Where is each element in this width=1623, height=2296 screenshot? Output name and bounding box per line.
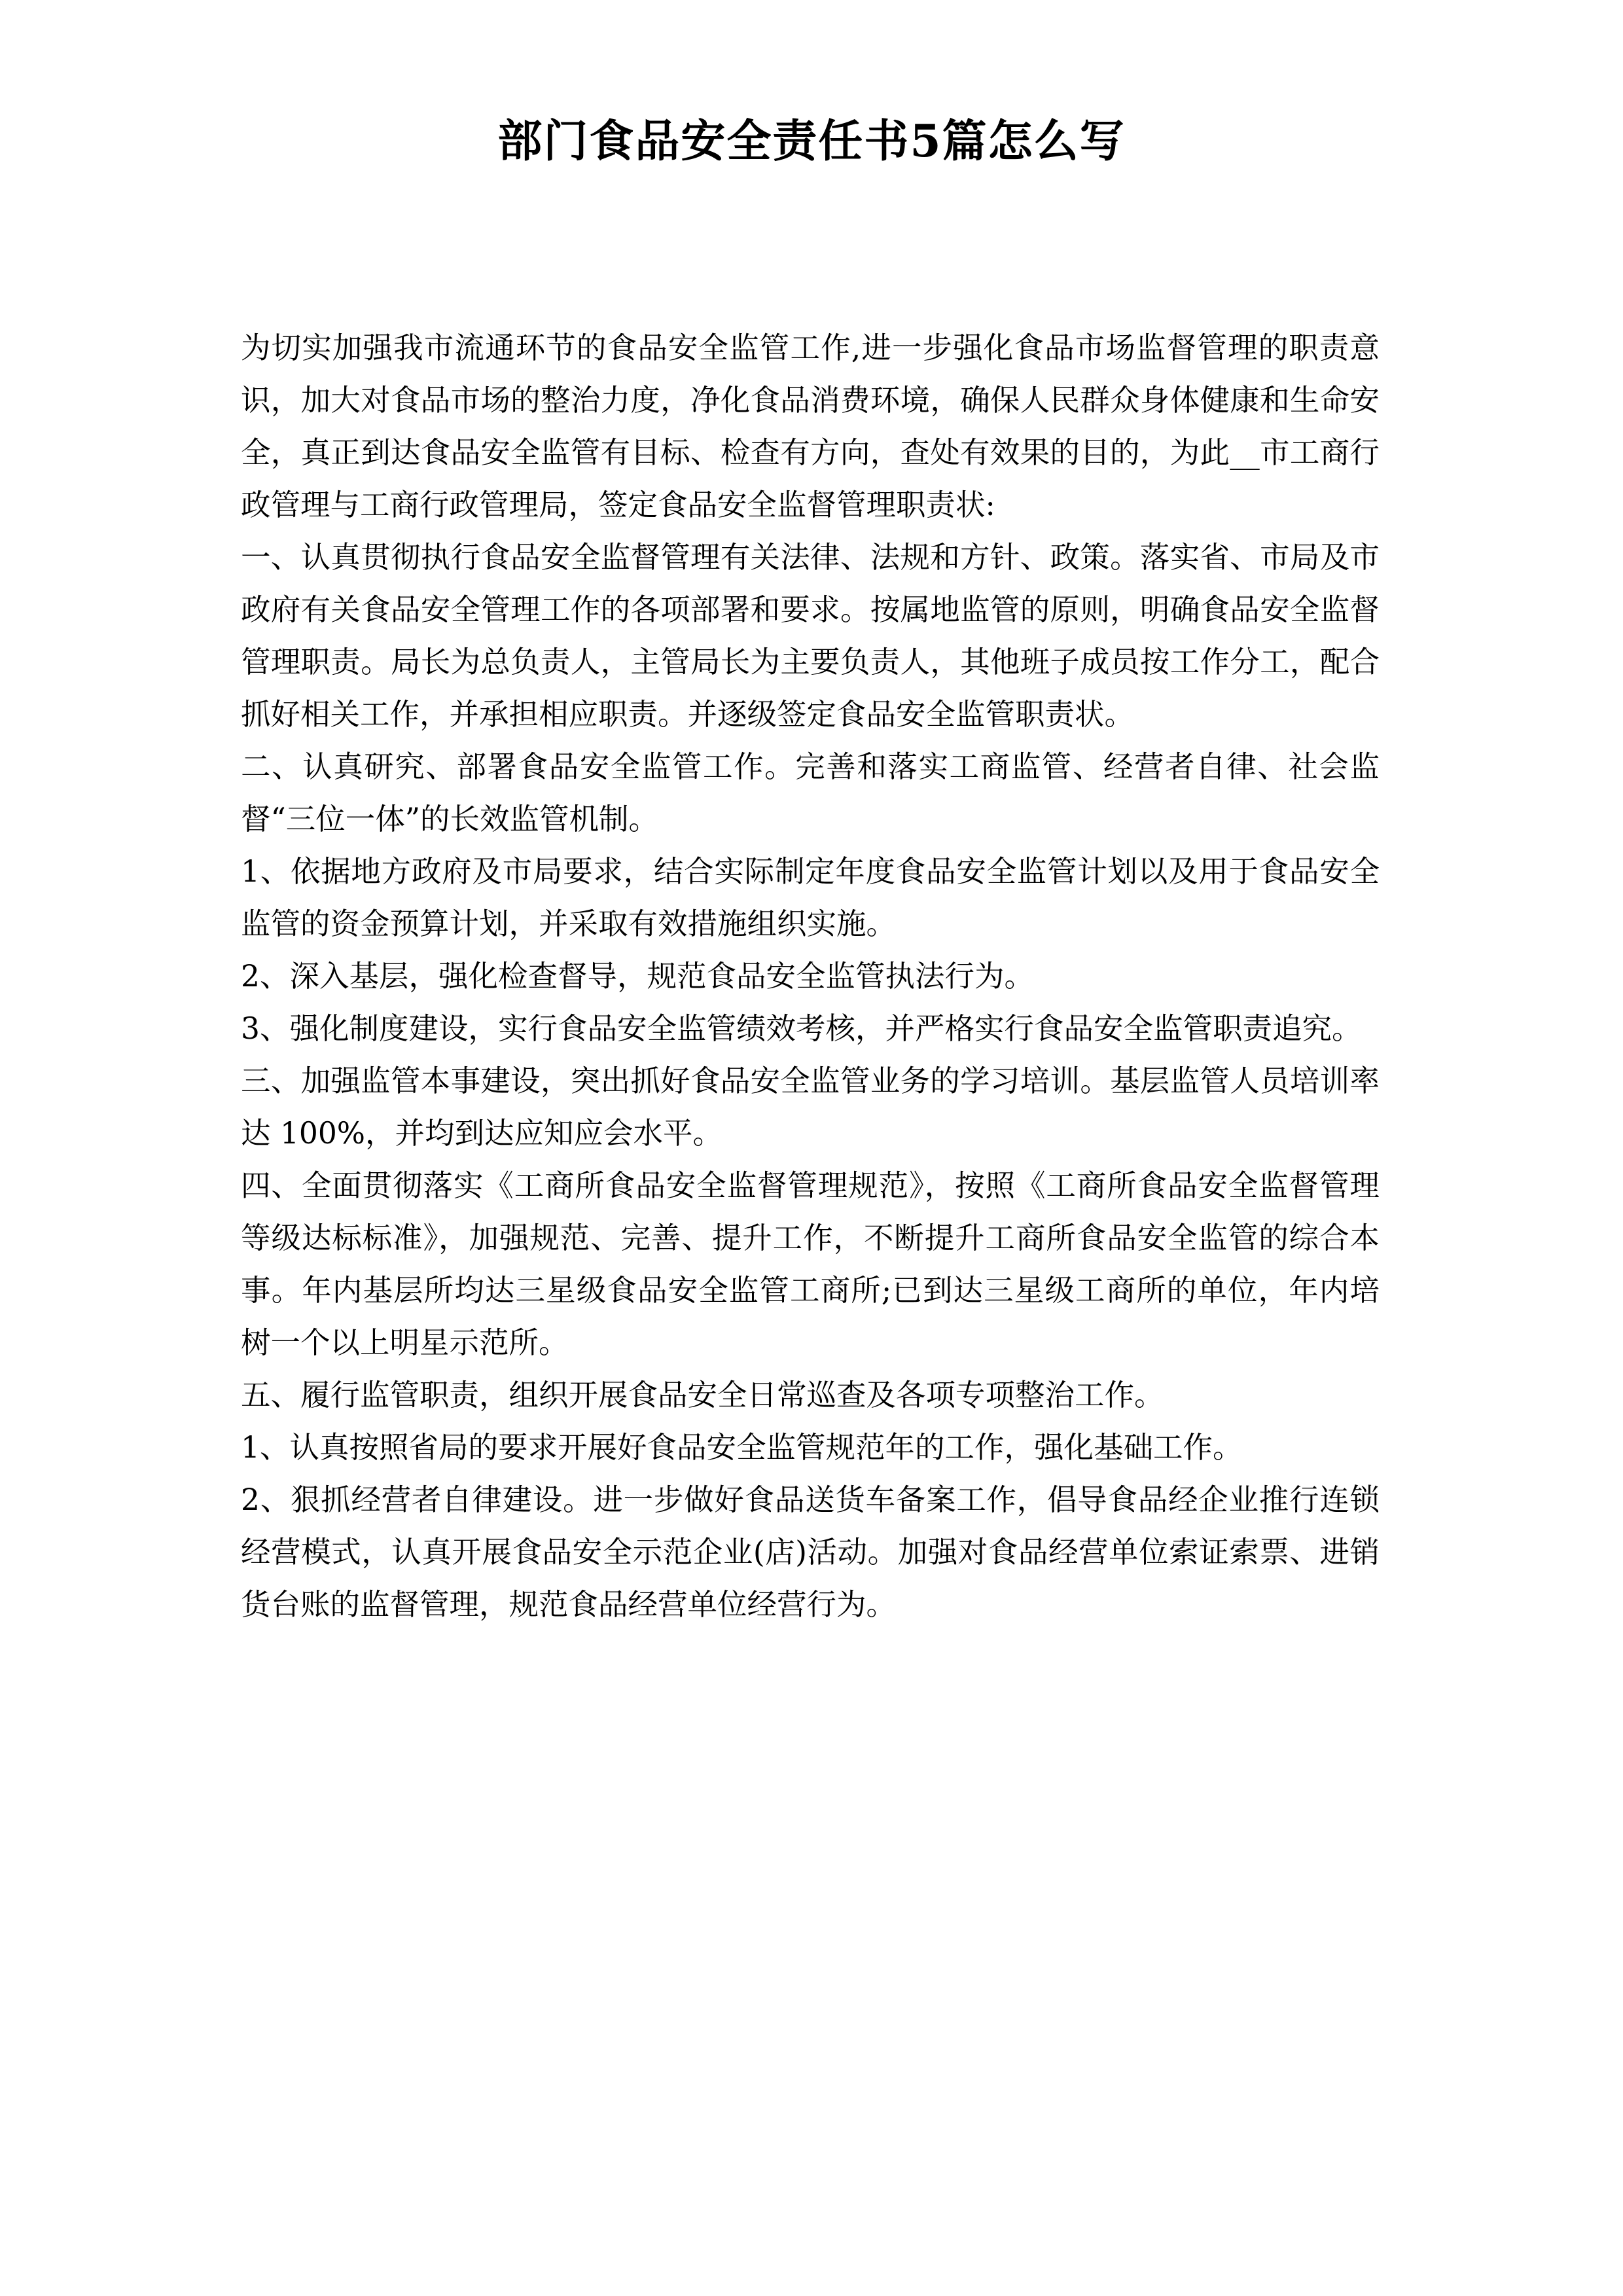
paragraph: 2、深入基层，强化检查督导，规范食品安全监管执法行为。 <box>241 959 1034 994</box>
paragraph: 二、认真研究、部署食品安全监管工作。完善和落实工商监管、经营者自律、社会监督“三位一体”的长效监管机制。 <box>241 749 1380 836</box>
paragraph: 2、狠抓经营者自律建设。进一步做好食品送货车备案工作，倡导食品经企业推行连锁经营模式，认真开展食品安全示范企业(店)活动。加强对食品经营单位索证索票、进销货台账的监督管理，规范食品经营单位经营行为。 <box>241 1482 1380 1622</box>
paragraph: 一、认真贯彻执行食品安全监督管理有关法律、法规和方针、政策。落实省、市局及市政府有关食品安全管理工作的各项部署和要求。按属地监管的原则，明确食品安全监督管理职责。局长为总负责人，主管局长为主要负责人，其他班子成员按工作分工，配合抓好相关工作，并承担相应职责。并逐级签定食品安全监管职责状。 <box>241 540 1380 732</box>
paragraph: 1、依据地方政府及市局要求，结合实际制定年度食品安全监管计划以及用于食品安全监管的资金预算计划，并采取有效措施组织实施。 <box>241 854 1380 941</box>
document-body <box>241 322 1380 1631</box>
paragraph: 1、认真按照省局的要求开展好食品安全监管规范年的工作，强化基础工作。 <box>241 1430 1243 1465</box>
paragraph: 三、加强监管本事建设，突出抓好食品安全监管业务的学习培训。基层监管人员培训率达 100%，并均到达应知应会水平。 <box>241 1064 1380 1151</box>
paragraph: 四、全面贯彻落实《工商所食品安全监督管理规范》，按照《工商所食品安全监督管理等级达标标准》，加强规范、完善、提升工作，不断提升工商所食品安全监管的综合本事。年内基层所均达三星级食品安全监管工商所;已到达三星级工商所的单位，年内培树一个以上明星示范所。 <box>241 1168 1380 1360</box>
paragraph: 为切实加强我市流通环节的食品安全监管工作,进一步强化食品市场监督管理的职责意识，加大对食品市场的整治力度，净化食品消费环境，确保人民群众身体健康和生命安全，真正到达食品安全监管有目标、检查有方向，查处有效果的目的，为此__市工商行政管理与工商行政管理局，签定食品安全监督管理职责状: <box>241 331 1380 522</box>
paragraph: 五、履行监管职责，组织开展食品安全日常巡查及各项专项整治工作。 <box>241 1378 1164 1412</box>
page-title: 部门食品安全责任书5篇怎么写 <box>497 115 1126 168</box>
paragraph: 3、强化制度建设，实行食品安全监管绩效考核，并严格实行食品安全监管职责追究。 <box>241 1011 1362 1046</box>
